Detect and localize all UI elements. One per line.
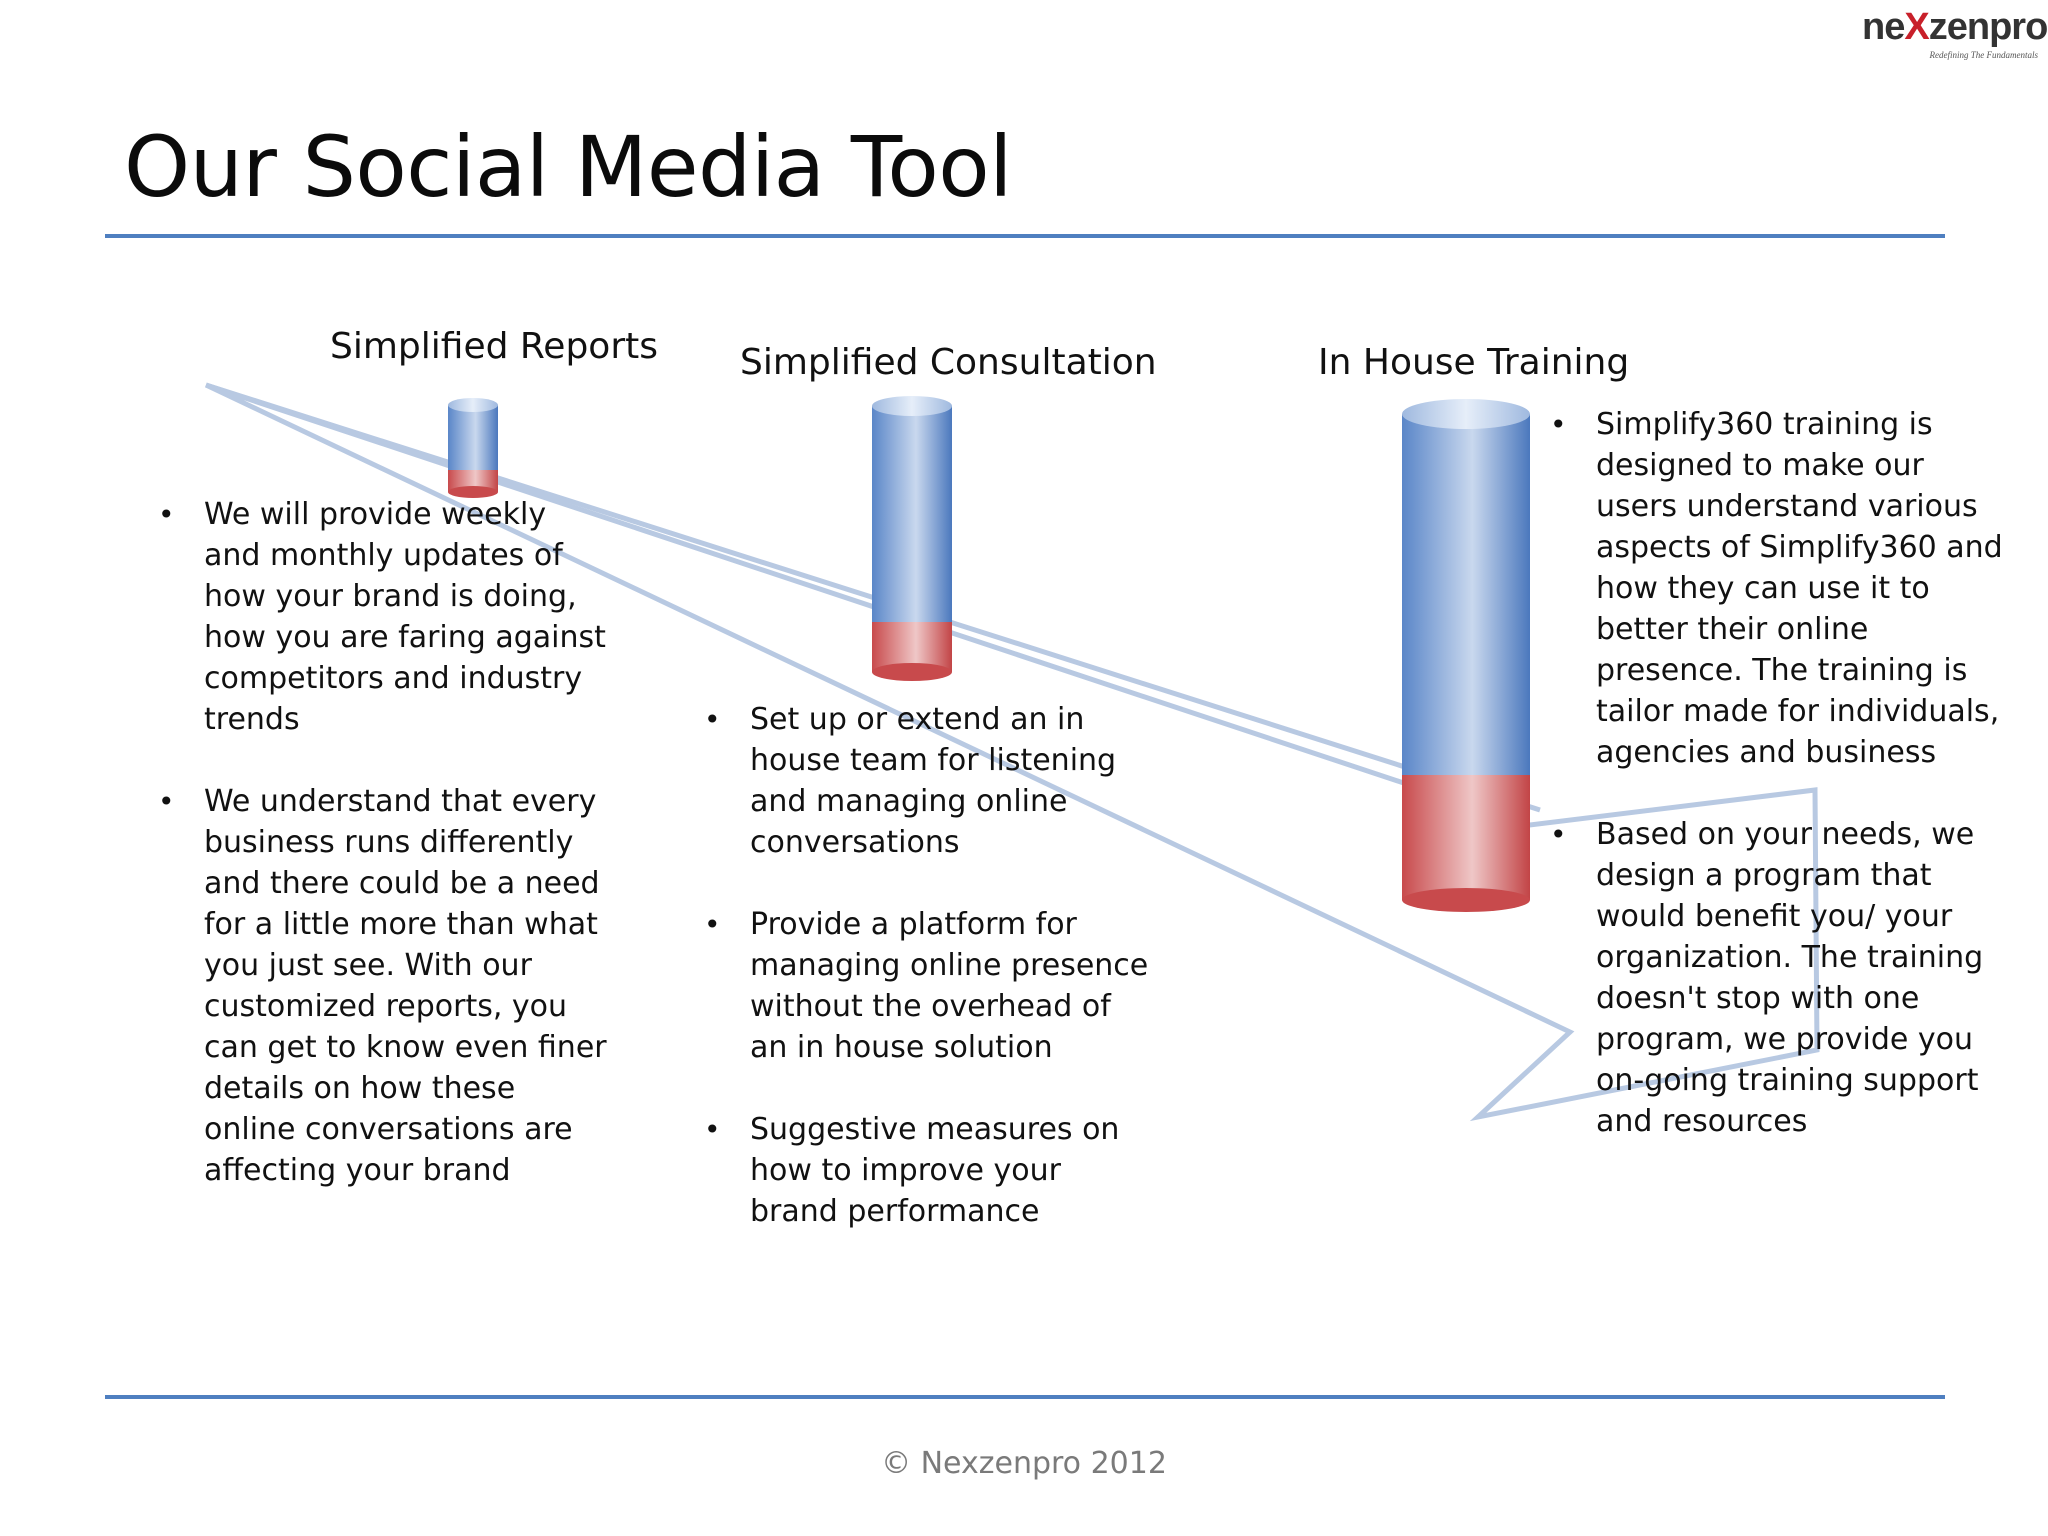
column-heading-reports: Simplified Reports <box>330 326 658 367</box>
training-bullet-list <box>1550 404 2010 1183</box>
list-item: • Based on your needs, we design a program that would benefit you/ your organization. The training doesn't stop with one program, we provide you on-going training support and resources <box>1550 814 2010 1142</box>
column-heading-consultation: Simplified Consultation <box>740 342 1157 383</box>
list-item: • Provide a platform for managing online presence without the overhead of an in house solution <box>704 904 1154 1068</box>
copyright-footer: © Nexzenpro 2012 <box>881 1446 1167 1481</box>
cylinder-consultation <box>872 396 952 681</box>
logo-tagline: Redefining The Fundamentals <box>1929 50 2038 60</box>
list-item: • Simplify360 training is designed to make our users understand various aspects of Simplify360 and how they can use it to better their online presence. The training is tailor made for individuals, agencies and business <box>1550 404 2010 773</box>
cylinder-training <box>1402 399 1530 912</box>
list-item: • Suggestive measures on how to improve your brand performance <box>704 1109 1154 1232</box>
cylinder-reports <box>448 398 498 498</box>
company-logo <box>1862 6 2048 62</box>
list-item: • We will provide weekly and monthly updates of how your brand is doing, how you are faring against competitors and industry trends <box>158 494 608 740</box>
consultation-bullet-list <box>704 699 1154 1273</box>
title-divider <box>105 234 1945 238</box>
logo-wordmark: neXzenpro <box>1862 6 2048 48</box>
footer-divider <box>105 1395 1945 1399</box>
reports-bullet-list <box>158 494 608 1232</box>
page-title: Our Social Media Tool <box>124 118 1012 216</box>
list-item: • Set up or extend an in house team for listening and managing online conversations <box>704 699 1154 863</box>
column-heading-training: In House Training <box>1318 342 1630 383</box>
list-item: • We understand that every business runs differently and there could be a need for a little more than what you just see. With our customized reports, you can get to know even finer details on how these online conversations are affecting your brand <box>158 781 608 1191</box>
